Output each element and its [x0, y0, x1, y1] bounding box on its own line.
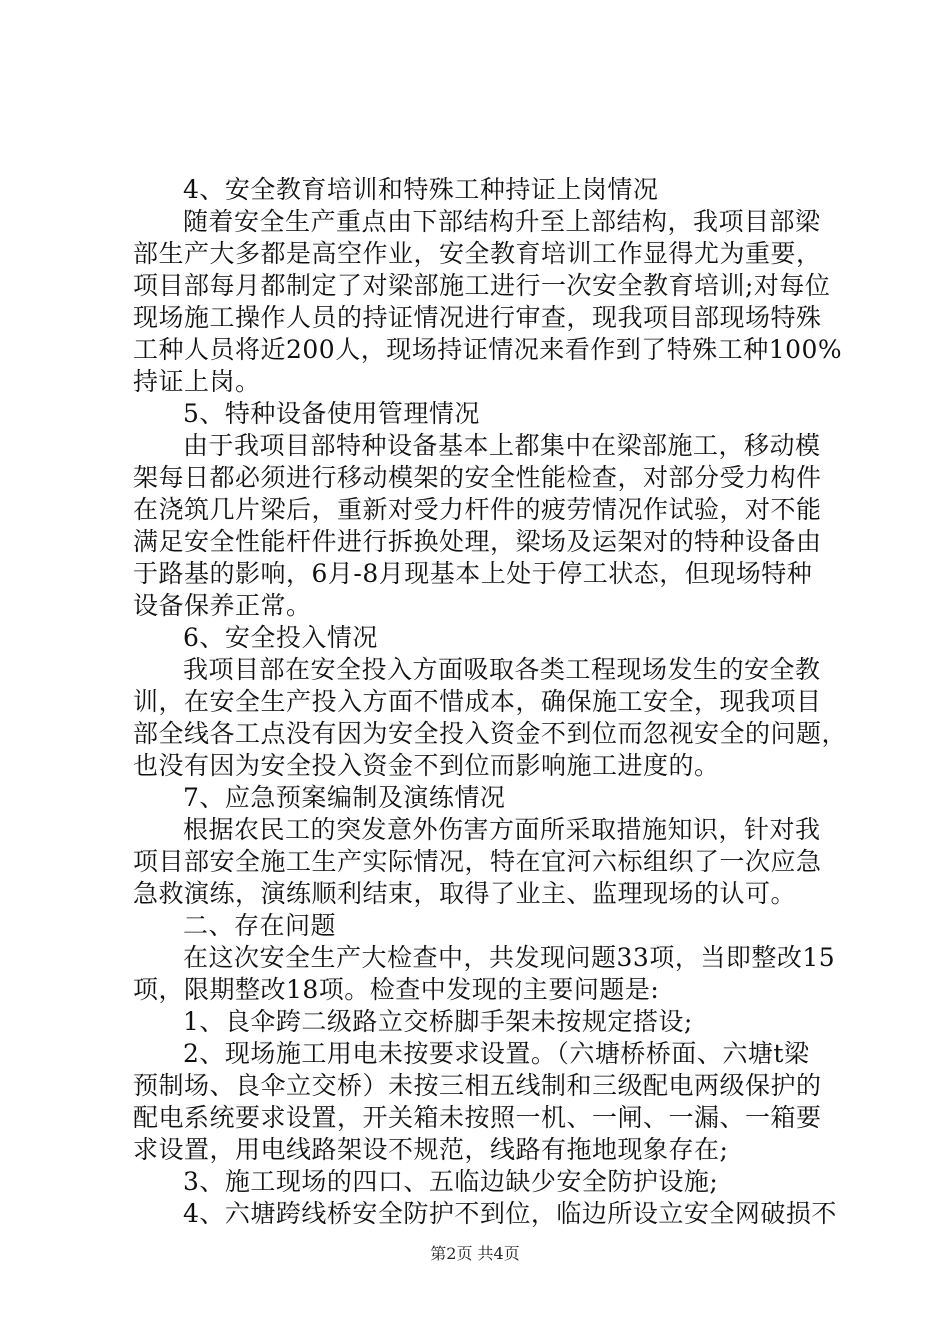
- paragraph-line: 求设置，用电线路架设不规范，线路有拖地现象存在;: [133, 1135, 729, 1164]
- page-number-footer: 第2页 共4页: [430, 1244, 520, 1263]
- paragraph-line: 根据农民工的突发意外伤害方面所采取措施知识，针对我: [183, 815, 821, 844]
- paragraph-line: 设备保养正常。: [133, 591, 312, 620]
- paragraph-line: 现场施工操作人员的持证情况进行审查，现我项目部现场特殊: [133, 303, 822, 332]
- paragraph-line: 项目部每月都制定了对梁部施工进行一次安全教育培训;对每位: [133, 271, 831, 300]
- section-heading-7: 7、应急预案编制及演练情况: [183, 783, 506, 812]
- paragraph-line: 在这次安全生产大检查中，共发现问题33项，当即整改15: [183, 943, 836, 972]
- section-heading-problems: 二、存在问题: [183, 911, 337, 940]
- paragraph-line: 满足安全性能杆件进行拆换处理，梁场及运架对的特种设备由: [133, 527, 822, 556]
- paragraph-line: 配电系统要求设置，开关箱未按照一机、一闸、一漏、一箱要: [133, 1103, 822, 1132]
- list-item: 3、施工现场的四口、五临边缺少安全防护设施;: [183, 1167, 719, 1196]
- paragraph-line: 预制场、良伞立交桥）未按三相五线制和三级配电两级保护的: [133, 1071, 822, 1100]
- list-item: 2、现场施工用电未按要求设置。（六塘桥桥面、六塘t梁: [183, 1039, 810, 1068]
- paragraph-line: 部生产大多都是高空作业，安全教育培训工作显得尤为重要，: [133, 239, 822, 268]
- section-heading-6: 6、安全投入情况: [183, 623, 378, 652]
- paragraph-line: 持证上岗。: [133, 367, 261, 396]
- paragraph-line: 由于我项目部特种设备基本上都集中在梁部施工，移动模: [183, 431, 821, 460]
- paragraph-line: 工种人员将近200人，现场持证情况来看作到了特殊工种100%: [133, 335, 843, 364]
- paragraph-line: 部全线各工点没有因为安全投入资金不到位而忽视安全的问题，: [133, 719, 848, 748]
- paragraph-line: 急救演练，演练顺利结束，取得了业主、监理现场的认可。: [133, 879, 797, 908]
- paragraph-line: 随着安全生产重点由下部结构升至上部结构，我项目部梁: [183, 207, 821, 236]
- paragraph-line: 项目部安全施工生产实际情况，特在宜河六标组织了一次应急: [133, 847, 822, 876]
- paragraph-line: 在浇筑几片梁后，重新对受力杆件的疲劳情况作试验，对不能: [133, 495, 822, 524]
- section-heading-4: 4、安全教育培训和特殊工种持证上岗情况: [183, 175, 659, 204]
- paragraph-line: 训，在安全生产投入方面不惜成本，确保施工安全，现我项目: [133, 687, 822, 716]
- paragraph-line: 于路基的影响，6月-8月现基本上处于停工状态，但现场特种: [133, 559, 813, 588]
- section-heading-5: 5、特种设备使用管理情况: [183, 399, 480, 428]
- paragraph-line: 我项目部在安全投入方面吸取各类工程现场发生的安全教: [183, 655, 821, 684]
- paragraph-line: 项，限期整改18项。检查中发现的主要问题是:: [133, 975, 660, 1004]
- paragraph-line: 也没有因为安全投入资金不到位而影响施工进度的。: [133, 751, 720, 780]
- paragraph-line: 架每日都必须进行移动模架的安全性能检查，对部分受力构件: [133, 463, 822, 492]
- list-item: 4、六塘跨线桥安全防护不到位，临边所设立安全网破损不: [183, 1199, 837, 1228]
- list-item: 1、良伞跨二级路立交桥脚手架未按规定搭设;: [183, 1007, 693, 1036]
